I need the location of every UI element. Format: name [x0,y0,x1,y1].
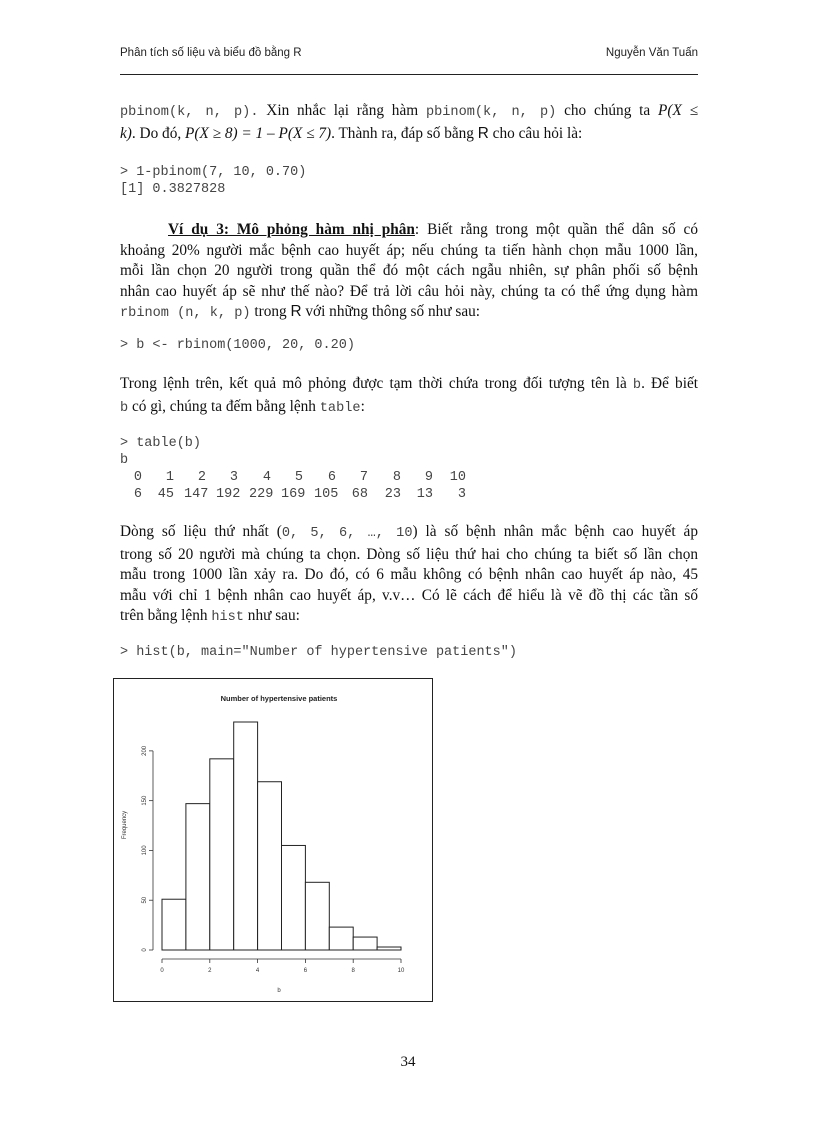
table-count-cell: 3 [457,487,466,502]
text: Xin nhắc lại rằng hàm [258,102,426,119]
table-row-values [120,469,520,486]
code-line: [1] 0.3827828 [120,182,226,197]
table-value-cell: 10 [449,470,466,485]
histogram-bar [353,937,377,950]
paragraph-table-explain [120,522,698,629]
x-tick-label: 0 [160,968,164,974]
y-tick-label: 200 [142,745,148,756]
paragraph-line: mẫu trong 1000 lần xảy ra. Do đó, có 6 mẫu không có bệnh nhân cao huyết áp nào, 45 [120,566,698,583]
inline-code: rbinom (n, k, p) [120,306,251,321]
text: . Do đó, [131,124,186,142]
inline-code: b [120,400,129,416]
paragraph-line: mỗi lần chọn 20 người trong quần thể đó một cách ngẫu nhiên, sự phân phối số bệnh [120,262,698,279]
table-output [120,469,520,503]
paragraph-line: mẫu với chỉ 1 bệnh nhân cao huyết áp, v.v… Có lẽ cách để hiểu là vẽ đồ thị các tần số [120,586,698,604]
paragraph-line [120,302,698,325]
histogram-bar [377,947,401,950]
r-name: R [290,303,302,320]
histogram-chart [114,679,432,1001]
histogram-bar [305,882,329,950]
header-title: Phân tích số liệu và biểu đồ bằng R [120,47,302,59]
inline-code: pbinom(k, n, p) [425,105,557,120]
text: trong [250,303,291,320]
math: P(X ≥ 8) = 1 – P(X ≤ 7) [185,124,332,142]
y-tick-label: 150 [142,795,148,806]
table-value-cell: 5 [294,470,303,485]
table-count-cell: 169 [281,487,306,502]
text: . Thành ra, đáp số bằng [331,124,478,142]
text: cho chúng ta [556,102,658,119]
paragraph-line: khoảng 20% người mắc bệnh cao huyết áp; nếu chúng ta tiến hành chọn mẫu 1000 lần, [120,241,698,259]
paragraph-pbinom [120,101,698,144]
code-block-rbinom [120,337,355,354]
page-number: 34 [400,1054,416,1070]
table-count-cell: 105 [314,487,339,502]
paragraph-line: trong số 20 người mà chúng ta chọn. Dòng số liệu thứ hai cho chúng ta biết số lần chọn [120,545,698,563]
math: k) [120,124,132,142]
table-row-counts [120,486,520,503]
text: cho câu hỏi là: [488,124,583,142]
table-value-cell: 8 [392,470,401,485]
code-line: > b <- rbinom(1000, 20, 0.20) [120,338,355,353]
histogram-bar [162,899,186,950]
x-tick-label: 6 [303,968,308,974]
table-value-cell: 4 [262,470,271,485]
x-tick-label: 2 [208,968,212,974]
paragraph-line [120,522,698,545]
paragraph-table-intro [120,374,698,419]
math: P(X ≤ [658,102,698,119]
code-block-table [120,435,201,469]
inline-code: pbinom(k, n, p). [120,105,259,120]
y-tick-label: 100 [142,845,148,856]
histogram-bar [210,759,234,950]
text: Dòng số liệu thứ nhất ( [120,523,282,540]
text: với những thông số như sau: [301,303,481,320]
y-tick-label: 0 [142,948,148,952]
paragraph-line [120,101,698,124]
x-tick-label: 10 [397,968,405,974]
text: có gì, chúng ta đếm bằng lệnh [128,397,320,415]
table-value-cell: 0 [133,470,142,485]
r-name: R [477,124,489,142]
table-count-cell: 45 [157,487,174,502]
y-tick-label: 50 [142,896,148,904]
table-count-cell: 192 [216,487,241,502]
paragraph-line [120,124,698,145]
code-block-hist [120,644,517,661]
histogram-bar [329,927,353,950]
x-tick-label: 4 [255,968,260,974]
table-count-cell: 147 [184,487,209,502]
table-count-cell: 68 [351,487,368,502]
table-count-cell: 23 [384,487,401,502]
inline-code: hist [211,610,244,625]
text: : Biết rằng trong một quần thể dân số có [414,221,698,238]
code-line: > table(b) [120,436,202,451]
paragraph-line [120,374,698,397]
code-line: > 1-pbinom(7, 10, 0.70) [120,165,307,180]
text: như sau: [243,607,300,624]
text: ) là số bệnh nhân mắc bệnh cao huyết áp [412,523,698,540]
table-value-cell: 2 [197,470,206,485]
text: Trong lệnh trên, kết quả mô phỏng được tạm thời chứa trong đối tượng tên là [120,375,633,392]
text: . Để biết [641,375,698,392]
table-count-cell: 13 [416,487,433,502]
table-value-cell: 7 [359,470,368,485]
histogram-bar [234,722,258,950]
paragraph-line [120,397,698,420]
x-tick-label: 8 [351,968,355,974]
paragraph-line [120,220,698,241]
histogram-bar [186,804,210,950]
histogram-bar [258,782,282,950]
table-count-cell: 229 [249,487,274,502]
table-value-cell: 1 [165,470,174,485]
table-count-cell: 6 [133,487,142,502]
paragraph-line [120,606,698,629]
code-line: b [120,453,129,468]
histogram-figure [113,678,433,1002]
running-header [120,47,698,63]
header-author: Nguyễn Văn Tuấn [605,47,698,59]
header-rule [120,74,698,75]
inline-code: b [632,378,642,393]
inline-code: table [319,400,361,416]
text: trên bằng lệnh [120,607,212,624]
code-block-pbinom [120,164,306,198]
paragraph-line: nhân cao huyết áp sẽ như thế nào? Để trả lời câu hỏi này, chúng ta có thể ứng dụng hàm [120,282,698,300]
inline-code: 0, 5, 6, …, 10 [281,526,413,541]
histogram-bar [282,845,306,950]
table-value-cell: 3 [229,470,238,485]
code-line: > hist(b, main="Number of hypertensive patients") [120,645,517,660]
table-value-cell: 6 [327,470,336,485]
example-label: Ví dụ 3: Mô phỏng hàm nhị phân [168,221,415,238]
x-axis-label: b [277,988,281,994]
paragraph-example-3 [120,220,698,325]
y-axis-label: Frequency [122,810,128,840]
table-value-cell: 9 [424,470,433,485]
text: : [360,397,365,415]
chart-title: Number of hypertensive patients [220,694,338,703]
